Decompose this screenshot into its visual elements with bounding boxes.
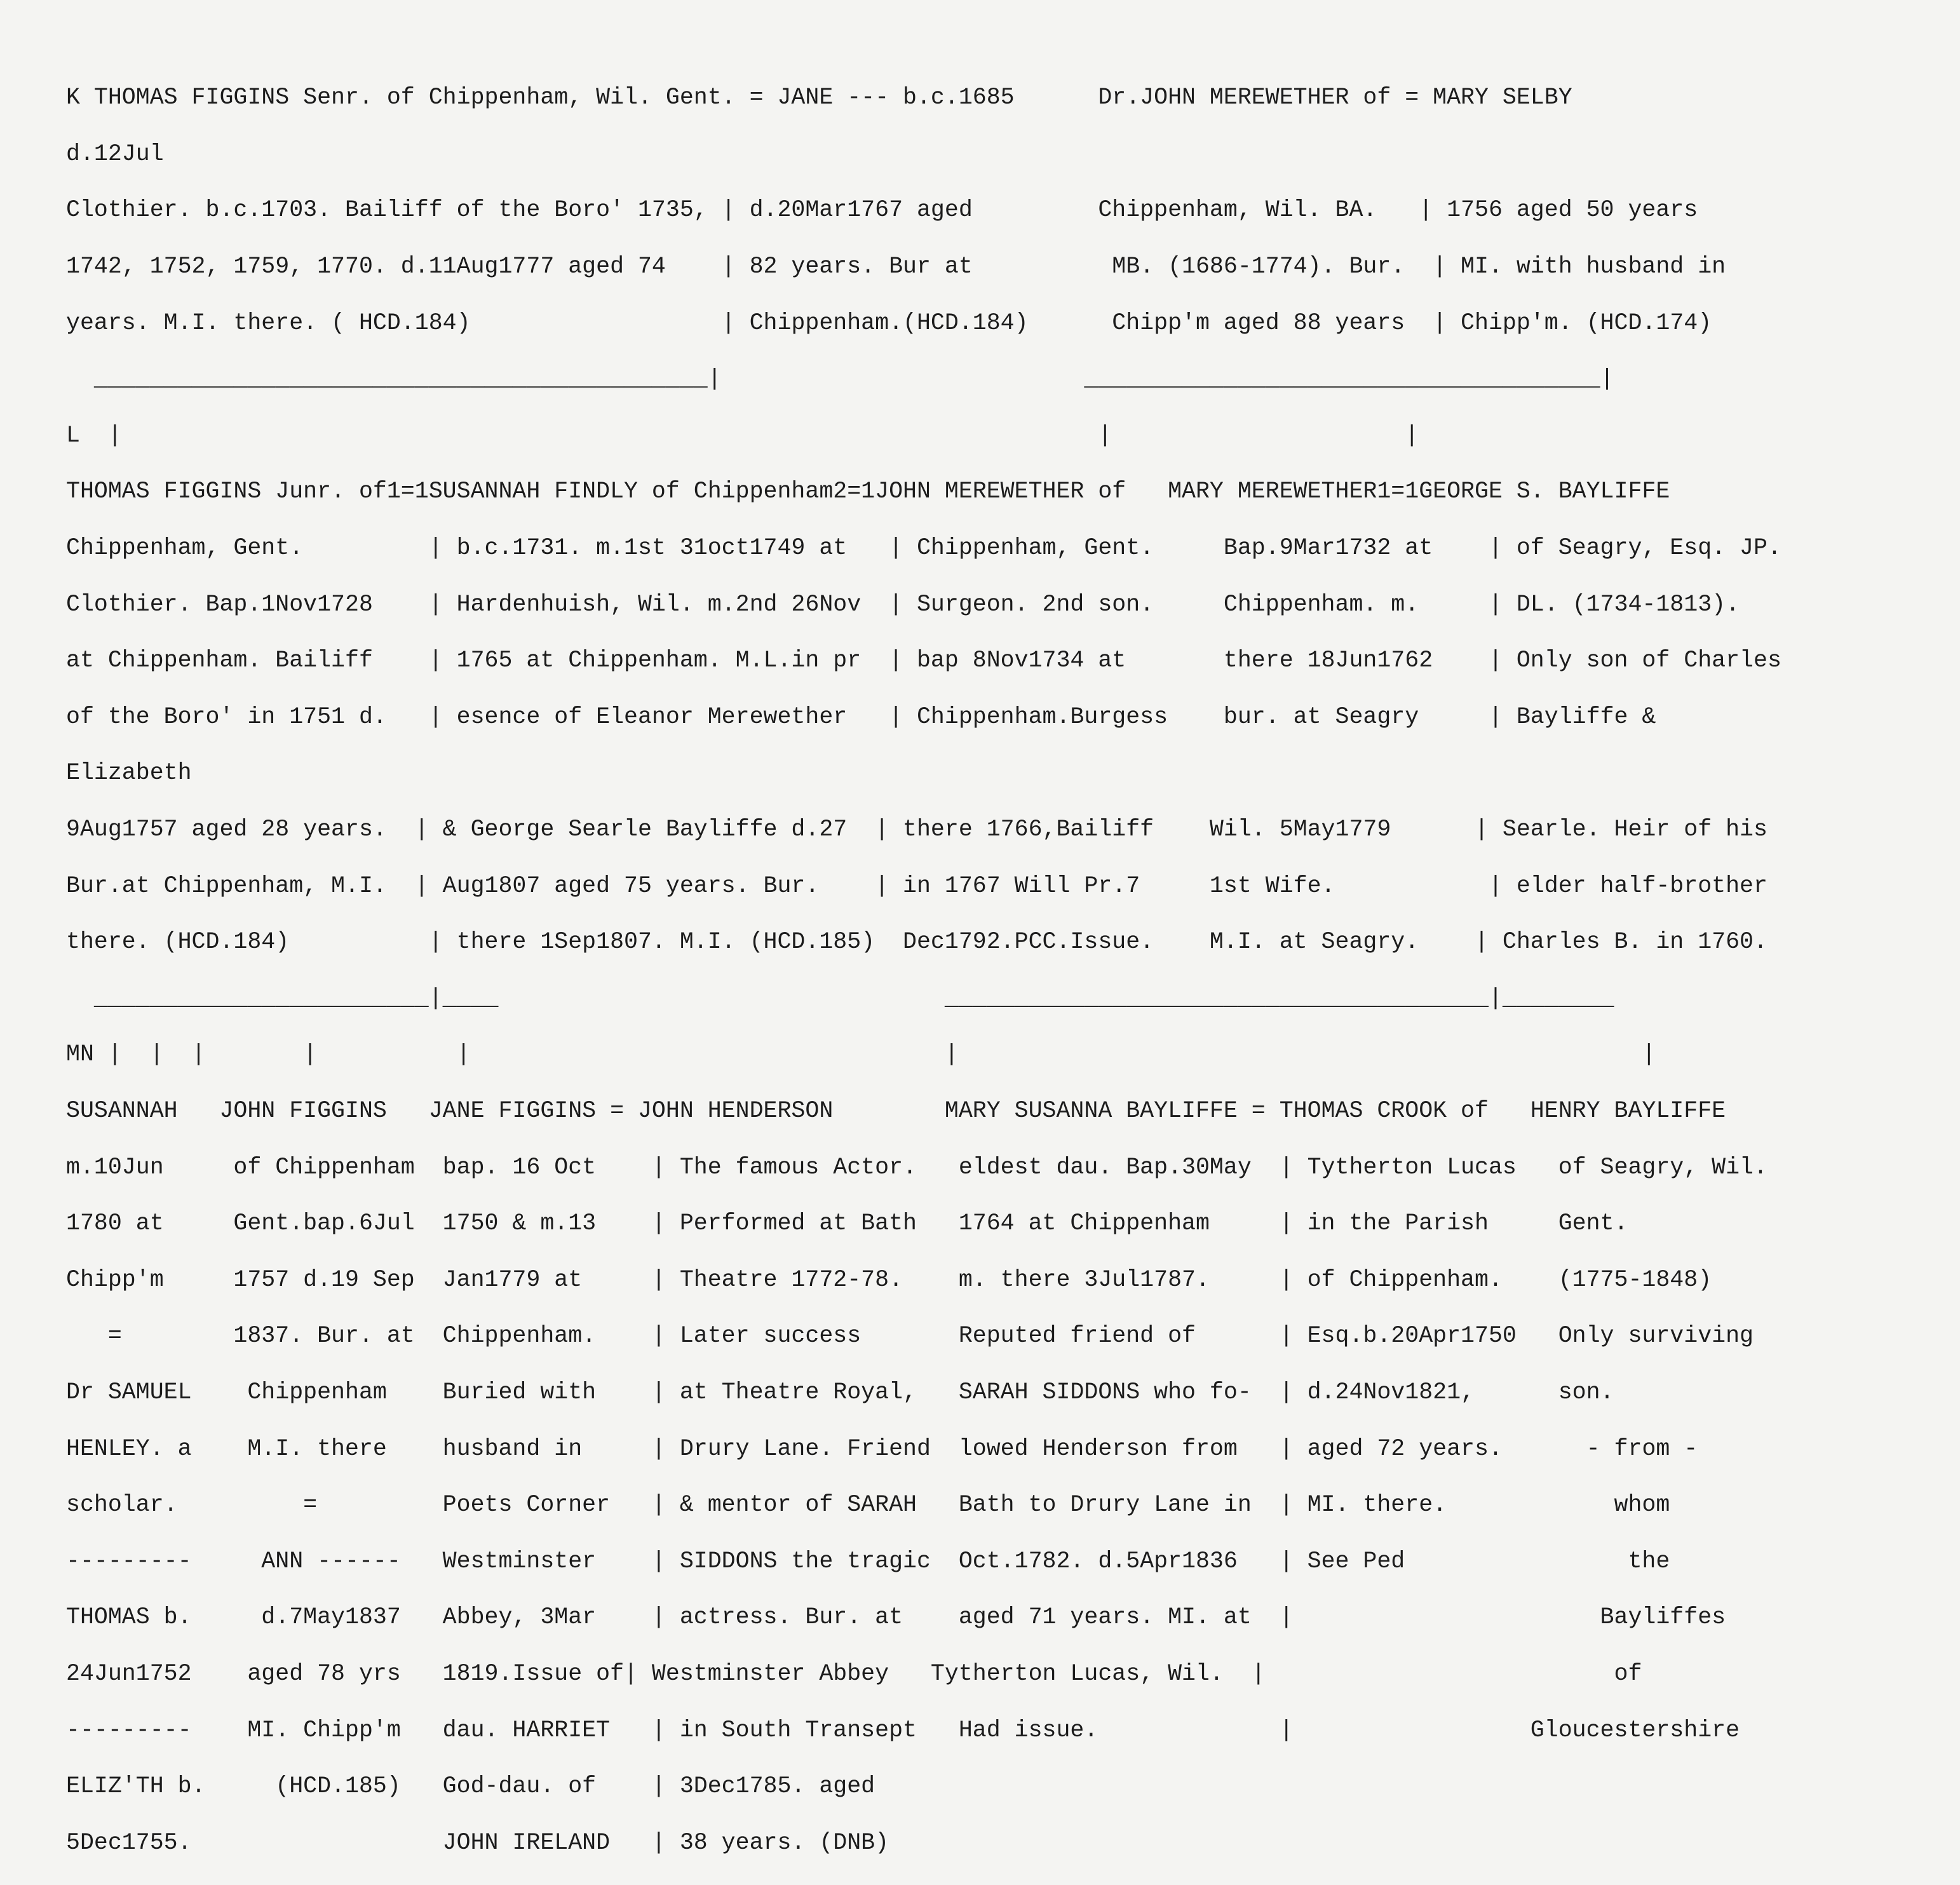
text-line: Elizabeth [66,760,192,787]
connector-line: MN | | | | | | | [66,1041,1656,1068]
text-line: years. M.I. there. ( HCD.184) | Chippenham.(HCD.184) Chipp'm aged 88 years | Chipp'm. (HCD.174) [66,309,1712,336]
text-line: Dr SAMUEL Chippenham Buried with | at Theatre Royal, SARAH SIDDONS who fo- | d.24Nov1821, son. [66,1379,1614,1405]
connector-line: ____________________________________________| _____________________________________| [66,366,1614,393]
text-line: THOMAS FIGGINS Junr. of1=1SUSANNAH FINDLY of Chippenham2=1JOHN MEREWETHER of MARY MEREWETHER1=1GEORGE S. BAYLIFFE [66,478,1670,505]
text-line: --------- ANN ------ Westminster | SIDDONS the tragic Oct.1782. d.5Apr1836 | See Ped the [66,1548,1670,1574]
text-line: Chippenham, Gent. | b.c.1731. m.1st 31oct1749 at | Chippenham, Gent. Bap.9Mar1732 at | of Seagry, Esq. JP. [66,535,1781,562]
text-line: THOMAS b. d.7May1837 Abbey, 3Mar | actress. Bur. at aged 71 years. MI. at | Bayliffes [66,1604,1726,1631]
text-line: K THOMAS FIGGINS Senr. of Chippenham, Wil. Gent. = JANE --- b.c.1685 Dr.JOHN MEREWETHER of = MARY SELBY [66,84,1572,111]
text-line: Bur.at Chippenham, M.I. | Aug1807 aged 75 years. Bur. | in 1767 Will Pr.7 1st Wife. | elder half-brother [66,872,1767,899]
text-line: 1742, 1752, 1759, 1770. d.11Aug1777 aged 74 | 82 years. Bur at MB. (1686-1774). Bur. | MI. with husband in [66,253,1726,280]
text-line: ELIZ'TH b. (HCD.185) God-dau. of | 3Dec1785. aged [66,1773,875,1800]
text-line: 5Dec1755. JOHN IRELAND | 38 years. (DNB) [66,1829,889,1856]
text-line: scholar. = Poets Corner | & mentor of SARAH Bath to Drury Lane in | MI. there. whom [66,1492,1670,1518]
text-line: of the Boro' in 1751 d. | esence of Eleanor Merewether | Chippenham.Burgess bur. at Seagry | Bayliffe & [66,703,1656,730]
text-line: m.10Jun of Chippenham bap. 16 Oct | The famous Actor. eldest dau. Bap.30May | Tytherton Lucas of Seagry, Wil. [66,1154,1767,1180]
text-line: --------- MI. Chipp'm dau. HARRIET | in South Transept Had issue. | Gloucestershire [66,1717,1740,1743]
text-line: 9Aug1757 aged 28 years. | & George Searle Bayliffe d.27 | there 1766,Bailiff Wil. 5May1779 | Searle. Heir of his [66,816,1767,843]
text-line: d.12Jul [66,140,164,167]
text-line: Chipp'm 1757 d.19 Sep Jan1779 at | Theatre 1772-78. m. there 3Jul1787. | of Chippenham. (1775-1848) [66,1266,1712,1293]
text-line: 24Jun1752 aged 78 yrs 1819.Issue of| Westminster Abbey Tytherton Lucas, Wil. | of [66,1660,1642,1687]
text-line: = 1837. Bur. at Chippenham. | Later success Reputed friend of | Esq.b.20Apr1750 Only surviving [66,1323,1754,1349]
pedigree-text [66,56,1781,1885]
text-line: there. (HCD.184) | there 1Sep1807. M.I. (HCD.185) Dec1792.PCC.Issue. M.I. at Seagry. | Charles B. in 1760. [66,929,1767,956]
text-line: at Chippenham. Bailiff | 1765 at Chippenham. M.L.in pr | bap 8Nov1734 at there 18Jun1762 | Only son of Charles [66,647,1781,674]
connector-line: L | | | [66,422,1419,449]
connector-line: ________________________|____ _______________________________________|________ [66,985,1614,1011]
text-line: 1780 at Gent.bap.6Jul 1750 & m.13 | Performed at Bath 1764 at Chippenham | in the Parish Gent. [66,1210,1628,1237]
text-line: SUSANNAH JOHN FIGGINS JANE FIGGINS = JOHN HENDERSON MARY SUSANNA BAYLIFFE = THOMAS CROOK of HENRY BAYLIFFE [66,1097,1726,1124]
text-line: HENLEY. a M.I. there husband in | Drury Lane. Friend lowed Henderson from | aged 72 years. - from - [66,1435,1698,1462]
text-line: Clothier. Bap.1Nov1728 | Hardenhuish, Wil. m.2nd 26Nov | Surgeon. 2nd son. Chippenham. m. | DL. (1734-1813). [66,591,1740,618]
text-line: Clothier. b.c.1703. Bailiff of the Boro' 1735, | d.20Mar1767 aged Chippenham, Wil. BA. | 1756 aged 50 years [66,197,1698,224]
